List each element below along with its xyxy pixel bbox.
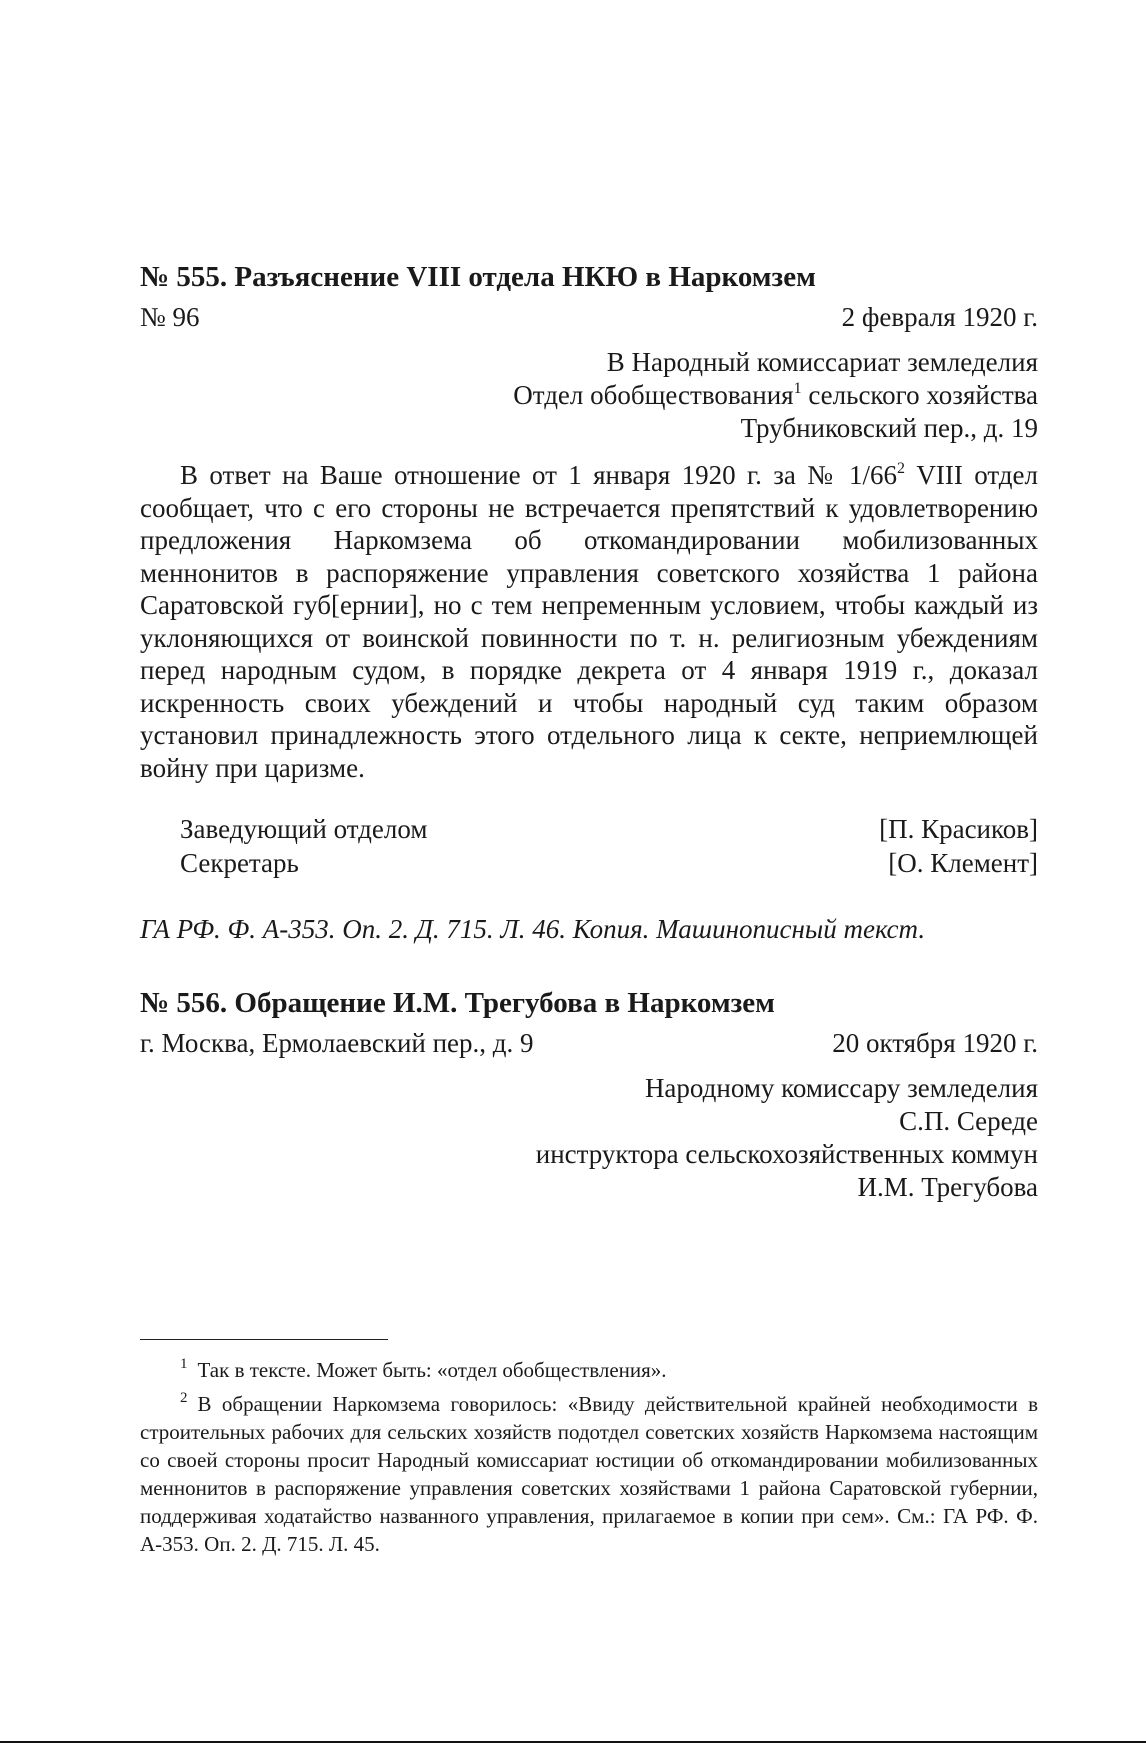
doc-556-date: 20 октября 1920 г.	[832, 1028, 1038, 1058]
doc-556-address-line3: инструктора сельскохозяйственных коммун	[535, 1139, 1038, 1169]
signature-block	[140, 812, 1038, 880]
doc-555-body-start: В ответ на Ваше отношение от 1 января 1920 г. за № 1/66	[180, 460, 897, 490]
doc-555-meta	[140, 300, 1038, 334]
doc-555-address-line2-text: Отдел обобществования	[513, 380, 794, 410]
signature-name: [О. Клемент]	[888, 848, 1038, 878]
doc-555-archive-source: ГА РФ. Ф. А-353. Оп. 2. Д. 715. Л. 46. Копия. Машинописный текст.	[140, 914, 926, 944]
doc-555-body-rest: VIII отдел сообщает, что с его стороны не встречается препятствий к удовлетворению предложения Наркомзема об откомандировании мобилизованных меннонитов в распоряжение управления советского хозяйства 1 района Саратовской губ[ернии], но с тем непременным условием, чтобы каждый из уклоняющихся от воинской повинности по т. н. религиозным убеждениям перед народным судом, в порядке декрета от 4 января 1919 г., доказал искренность своих убеждений и чтобы народный суд таким образом установил принадлежность этого отдельного лица к секте, неприемлющей войну при царизме.	[140, 460, 1038, 783]
doc-555-address	[140, 346, 1038, 445]
doc-555-address-line3: Трубниковский пер., д. 19	[740, 413, 1038, 443]
doc-555-date: 2 февраля 1920 г.	[841, 302, 1038, 332]
doc-555-title: № 555. Разъяснение VIII отдела НКЮ в Наркомзем	[140, 261, 816, 293]
footnote-divider	[140, 1339, 388, 1340]
signature-role: Заведующий отделом	[180, 814, 428, 844]
doc-556-place: г. Москва, Ермолаевский пер., д. 9	[140, 1028, 534, 1058]
document-556	[140, 986, 1038, 1204]
footnote-text: Так в тексте. Может быть: «отдел обобществления».	[197, 1358, 667, 1382]
doc-555-address-line2-rest: сельского хозяйства	[801, 380, 1038, 410]
signature-row	[180, 812, 1038, 846]
doc-556-title: № 556. Обращение И.М. Трегубова в Наркомзем	[140, 987, 775, 1019]
footnote-ref-2[interactable]: 2	[896, 460, 905, 477]
doc-555-address-line2	[140, 379, 1038, 412]
doc-556-address-line4: И.М. Трегубова	[857, 1172, 1038, 1202]
doc-556-address	[140, 1072, 1038, 1204]
doc-555-number: № 96	[140, 302, 200, 332]
footnotes	[140, 1339, 1038, 1564]
signature-row	[180, 846, 1038, 880]
footnote-text: В обращении Наркомзема говорилось: «Ввиду действительной крайней необходимости в строительных рабочих для сельских хозяйств подотдел советских хозяйств Наркомзема настоящим со своей стороны просит Народный комиссариат юстиции об откомандировании мобилизованных меннонитов в распоряжение управления советских хозяйствами 1 района Саратовской губернии, поддерживая ходатайство названного управления, прилагаемое в копии при сем». См.: ГА РФ. Ф. А-353. Оп. 2. Д. 715. Л. 45.	[140, 1392, 1038, 1556]
footnote-marker: 2	[180, 1390, 188, 1406]
page-content	[140, 260, 1038, 1204]
doc-555-body	[140, 459, 1038, 784]
document-555	[140, 260, 1038, 946]
footnote-marker: 1	[180, 1356, 188, 1372]
footnote-ref-1[interactable]: 1	[793, 380, 802, 397]
signature-role: Секретарь	[180, 848, 299, 878]
doc-555-address-line1: В Народный комиссариат земледелия	[606, 347, 1038, 377]
signature-name: [П. Красиков]	[879, 814, 1038, 844]
page-bottom-edge	[0, 1741, 1146, 1743]
footnote-1	[140, 1356, 1038, 1384]
footnote-2	[140, 1390, 1038, 1558]
doc-556-address-line1: Народному комиссару земледелия	[644, 1073, 1038, 1103]
doc-556-address-line2: С.П. Середе	[899, 1106, 1038, 1136]
doc-556-meta	[140, 1026, 1038, 1060]
